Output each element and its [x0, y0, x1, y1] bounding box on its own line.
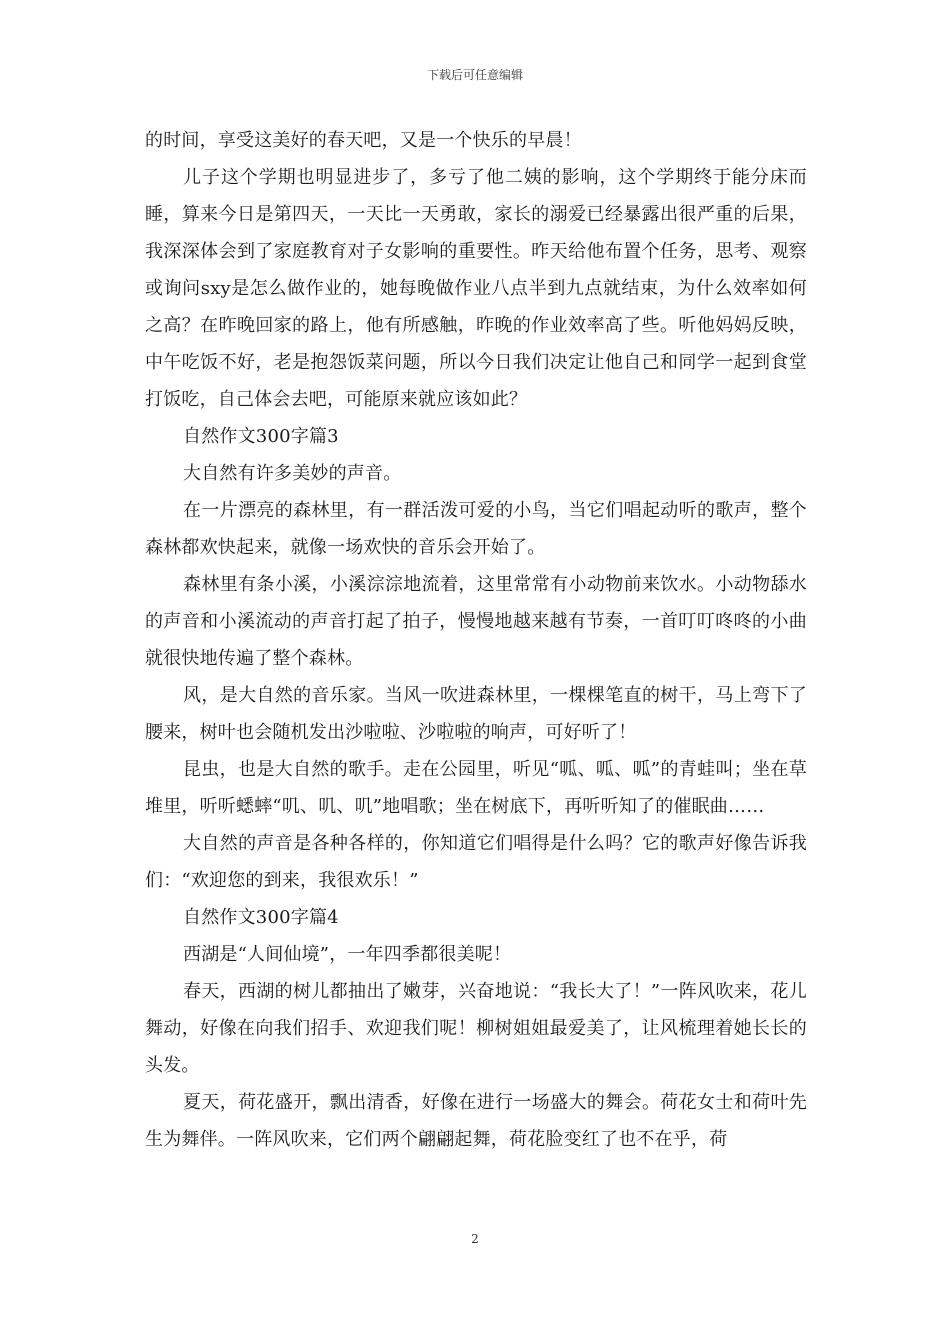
paragraph-4: 大自然有许多美妙的声音。	[183, 463, 402, 484]
paragraph-6: 森林里有条小溪，小溪淙淙地流着，这里常常有小动物前来饮水。小动物舔水的声音和小溪流动的声音打起了拍子，慢慢地越来越有节奏，一首叮叮咚咚的小曲就很快地传遍了整个森林。	[145, 574, 807, 669]
paragraph-8: 昆虫，也是大自然的歌手。走在公园里，听见“呱、呱、呱”的青蛙叫；坐在草堆里，听听蟋蟀“叽、叽、叽”地唱歌；坐在树底下，再听听知了的催眠曲……	[145, 759, 807, 817]
paragraph-2: 儿子这个学期也明显进步了，多亏了他二姨的影响，这个学期终于能分床而睡，算来今日是第四天，一天比一天勇敢，家长的溺爱已经暴露出很严重的后果，我深深体会到了家庭教育对子女影响的重要性。昨天给他布置个任务，思考、观察或询问sxy是怎么做作业的，她每晚做作业八点半到九点就结束，为什么效率如何之高？在昨晚回家的路上，他有所感触，昨晚的作业效率高了些。听他妈妈反映，中午吃饭不好，老是抱怨饭菜问题，所以今日我们决定让他自己和同学一起到食堂打饭吃，自己体会去吧，可能原来就应该如此？	[145, 167, 807, 410]
page-header: 下载后可任意编辑	[426, 68, 523, 82]
paragraph-13: 夏天，荷花盛开，飘出清香，好像在进行一场盛大的舞会。荷花女士和荷叶先生为舞伴。一阵风吹来，它们两个翩翩起舞，荷花脸变红了也不在乎，荷	[145, 1092, 807, 1150]
section-heading-3: 自然作文300字篇3	[183, 426, 339, 447]
paragraph-12: 春天，西湖的树儿都抽出了嫩芽，兴奋地说：“我长大了！”一阵风吹来，花儿舞动，好像在向我们招手、欢迎我们呢！柳树姐姐最爱美了，让风梳理着她长长的头发。	[145, 981, 807, 1076]
page-number: 2	[471, 1232, 479, 1246]
document-body	[145, 122, 807, 1158]
paragraph-5: 在一片漂亮的森林里，有一群活泼可爱的小鸟，当它们唱起动听的歌声，整个森林都欢快起来，就像一场欢快的音乐会开始了。	[145, 500, 807, 558]
section-heading-4: 自然作文300字篇4	[183, 907, 339, 928]
paragraph-7: 风，是大自然的音乐家。当风一吹进森林里，一棵棵笔直的树干，马上弯下了腰来，树叶也会随机发出沙啦啦、沙啦啦的响声，可好听了！	[145, 685, 807, 743]
paragraph-11: 西湖是“人间仙境”，一年四季都很美呢！	[183, 944, 512, 965]
paragraph-9: 大自然的声音是各种各样的，你知道它们唱得是什么吗？它的歌声好像告诉我们：“欢迎您的到来，我很欢乐！”	[145, 833, 807, 891]
paragraph-1: 的时间，享受这美好的春天吧，又是一个快乐的早晨！	[145, 130, 582, 151]
